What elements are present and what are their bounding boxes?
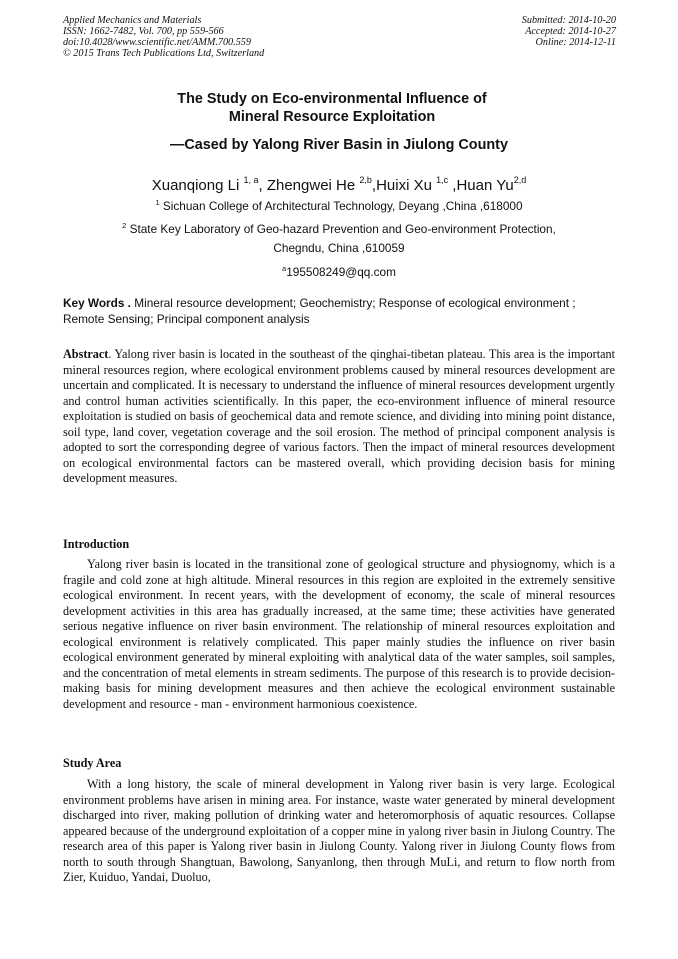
study-area-paragraph	[63, 777, 615, 886]
author-separator: ,	[371, 177, 377, 194]
affiliation-number: 1	[155, 198, 160, 207]
abstract-text: . Yalong river basin is located in the southeast of the qinghai-tibetan plateau. This area is the important mineral resources region, where ecological environment problems caused by mineral resources development are uncertain and complicated. It is necessary to understand the influence of mineral resources development urgently and control human activities scientifically. In this paper, the eco-environment influence of mineral resource exploitation is studied on basis of geochemical data and remote science, and dividing into mining point distance, soil type, land cover, vegetation coverage and the soil erosion. The method of principal component analysis is adopted to sort the corresponding degree of various factors. Then the impact of mineral resources development on ecological environmental factors can be mastered overall, which providing decision basis for mining development measures.	[63, 347, 615, 485]
journal-doi: doi:10.4028/www.scientific.net/AMM.700.559	[63, 37, 251, 48]
section-heading-study-area: Study Area	[63, 756, 122, 770]
corresponding-email	[0, 261, 678, 280]
journal-name: Applied Mechanics and Materials	[63, 15, 202, 26]
submitted-date: Submitted: 2014-10-20	[521, 15, 616, 26]
study-area-text: With a long history, the scale of mineral development in Yalong river basin is very large. Ecological environment problems have arisen in mining area. For instance, waste water generated by mineral development discharged into river, making pollution of drinking water and heteromorphosis of aquatic resources. Collapse appeared because of the underground exploitation of a copper mine in yalong river basin in Jiulong Country. The research area of this paper is Yalong river basin in Jiulong County. Yalong river in Jiulong County flows from north to south through Shangtuan, Bawolong, Sanyanlong, then through MuLi, and return to flow north from Zier, Kuiduo, Yandai, Duoluo,	[63, 777, 615, 884]
author-affiliation-mark: 2,b	[359, 175, 372, 185]
paper-title-line-2: Mineral Resource Exploitation	[228, 109, 436, 125]
journal-copyright: © 2015 Trans Tech Publications Ltd, Switzerland	[63, 48, 265, 59]
keywords-text: Mineral resource development; Geochemistry; Response of ecological environment ; Remote Sensing; Principal component analysis	[63, 296, 576, 326]
journal-header	[63, 15, 264, 59]
section-heading-introduction: Introduction	[63, 537, 130, 551]
author-name: Huan Yu	[456, 177, 514, 194]
email-address: 195508249@qq.com	[286, 265, 396, 279]
paper-subtitle: —Cased by Yalong River Basin in Jiulong County	[170, 137, 508, 153]
online-date: Online: 2014-12-11	[535, 37, 616, 48]
abstract	[63, 347, 615, 487]
keywords	[63, 295, 618, 327]
introduction-text: Yalong river basin is located in the transitional zone of geological structure and physiognomy, which is a fragile and cold zone at high altitude. Mineral resources in this region are exploited in the extremely sensitive ecological environment. In recent years, with the development of economy, the scale of mineral resources development activities in this area has gradually increased, at the same time; these activities have generated serious negative influence on river basin environment. The relationship of mineral resources exploitation and ecological environment is relatively complicated. This paper mainly studies the influence on river basin ecological environment generated by mineral exploiting with analytical data of the water samples, soil samples, and the concentration of metal elements in stream sediments. The purpose of this research is to provide decision-making basis for mining development measures and then achieve the ecological environment sustainable development and resource - man - environment harmonious coexistence.	[63, 557, 615, 711]
submission-dates	[522, 15, 616, 48]
author-list	[0, 170, 678, 196]
abstract-label: Abstract	[63, 347, 109, 361]
affiliation-2	[0, 218, 678, 237]
author-separator: ,	[448, 177, 457, 194]
paper-title-line-1: The Study on Eco-environmental Influence of	[177, 91, 487, 107]
author-affiliation-mark: 2,d	[513, 175, 527, 185]
author-affiliation-mark: 1,c	[436, 175, 449, 185]
accepted-date: Accepted: 2014-10-27	[525, 26, 616, 37]
journal-issn: ISSN: 1662-7482, Vol. 700, pp 559-566	[63, 26, 224, 37]
author-affiliation-mark: 1, a	[243, 175, 259, 185]
affiliation-1	[0, 195, 678, 214]
affiliation-2-address: Chegndu, China ,610059	[273, 241, 405, 255]
author-name: Zhengwei He	[266, 177, 360, 194]
introduction-paragraph	[63, 557, 615, 712]
affiliation-text: Sichuan College of Architectural Technology, Deyang ,China ,618000	[159, 199, 523, 213]
author-name: Huixi Xu	[376, 177, 437, 194]
email-mark: a	[282, 264, 287, 273]
keywords-label: Key Words .	[63, 296, 131, 310]
author-separator: ,	[258, 177, 267, 194]
affiliation-text: State Key Laboratory of Geo-hazard Prevention and Geo-environment Protection,	[126, 222, 556, 236]
author-name: Xuanqiong Li	[151, 177, 244, 194]
affiliation-number: 2	[122, 221, 127, 230]
